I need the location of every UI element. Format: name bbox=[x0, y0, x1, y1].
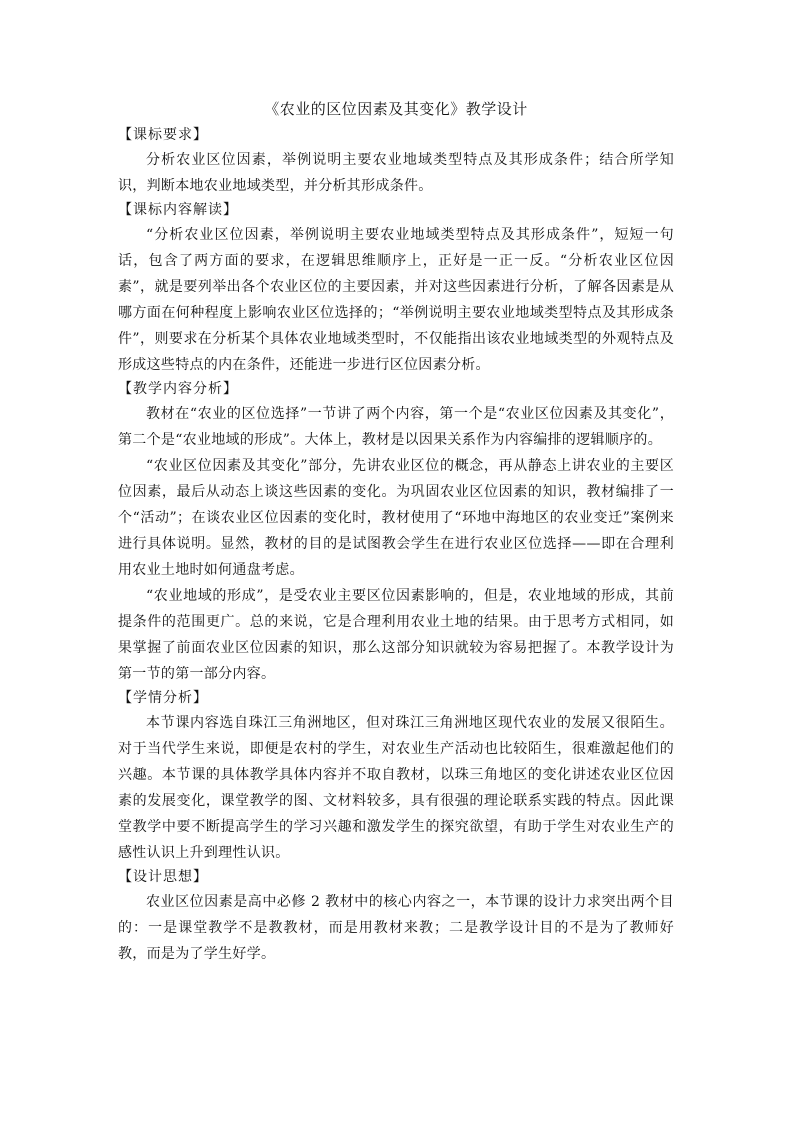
paragraph: 农业区位因素是高中必修 2 教材中的核心内容之一，本节课的设计力求突出两个目的：一是课堂教学不是教教材，而是用教材来教；二是教学设计目的不是为了教师好教，而是为了学生好学。 bbox=[118, 894, 674, 962]
paragraph: 教材在“农业的区位选择”一节讲了两个内容，第一个是“农业区位因素及其变化”，第二个是“农业地域的形成”。大体上，教材是以因果关系作为内容编排的逻辑顺序的。 bbox=[118, 406, 674, 448]
section-student-analysis bbox=[118, 687, 674, 866]
paragraph: “农业地域的形成”，是受农业主要区位因素影响的，但是，农业地域的形成，其前提条件的范围更广。总的来说，它是合理利用农业土地的结果。由于思考方式相同，如果掌握了前面农业区位因素的知识，那么这部分知识就较为容易把握了。本教学设计为第一节的第一部分内容。 bbox=[118, 588, 674, 682]
paragraph: “分析农业区位因素，举例说明主要农业地域类型特点及其形成条件”，短短一句话，包含了两方面的要求，在逻辑思维顺序上，正好是一正一反。“分析农业区位因素”，就是要列举出各个农业区位的主要因素，并对这些因素进行分析，了解各因素是从哪方面在何种程度上影响农业区位选择的；“举例说明主要农业地域类型特点及其形成条件”，则要求在分析某个具体农业地域类型时，不仅能指出该农业地域类型的外观特点及形成这些特点的内在条件，还能进一步进行区位因素分析。 bbox=[118, 227, 674, 373]
paragraph: “农业区位因素及其变化”部分，先讲农业区位的概念，再从静态上讲农业的主要区位因素，最后从动态上谈这些因素的变化。为巩固农业区位因素的知识，教材编排了一个“活动”；在谈农业区位因素的变化时，教材使用了“环地中海地区的农业变迁”案例来进行具体说明。显然，教材的目的是试图教会学生在进行农业区位选择——即在合理利用农业土地时如何通盘考虑。 bbox=[118, 458, 674, 578]
section-course-requirements bbox=[118, 124, 674, 199]
section-content-analysis bbox=[118, 378, 674, 687]
section-heading: 【学情分析】 bbox=[118, 690, 208, 706]
document-title: 《农业的区位因素及其变化》教学设计 bbox=[264, 100, 528, 118]
section-heading: 【教学内容分析】 bbox=[118, 381, 238, 397]
section-heading: 【课标要求】 bbox=[118, 127, 208, 143]
section-standard-interpretation bbox=[118, 199, 674, 378]
paragraph: 本节课内容选自珠江三角洲地区，但对珠江三角洲地区现代农业的发展又很陌生。对于当代学生来说，即便是农村的学生，对农业生产活动也比较陌生，很难激起他们的兴趣。本节课的具体教学具体内容并不取自教材，以珠三角地区的变化讲述农业区位因素的发展变化，课堂教学的图、文材料较多，具有很强的理论联系实践的特点。因此课堂教学中要不断提高学生的学习兴趣和激发学生的探究欲望，有助于学生对农业生产的感性认识上升到理性认识。 bbox=[118, 715, 674, 861]
document-page bbox=[118, 96, 674, 967]
section-heading: 【设计思想】 bbox=[118, 869, 208, 885]
paragraph: 分析农业区位因素，举例说明主要农业地域类型特点及其形成条件；结合所学知识，判断本地农业地域类型，并分析其形成条件。 bbox=[118, 152, 674, 194]
section-heading: 【课标内容解读】 bbox=[118, 202, 238, 218]
section-design-idea bbox=[118, 866, 674, 967]
